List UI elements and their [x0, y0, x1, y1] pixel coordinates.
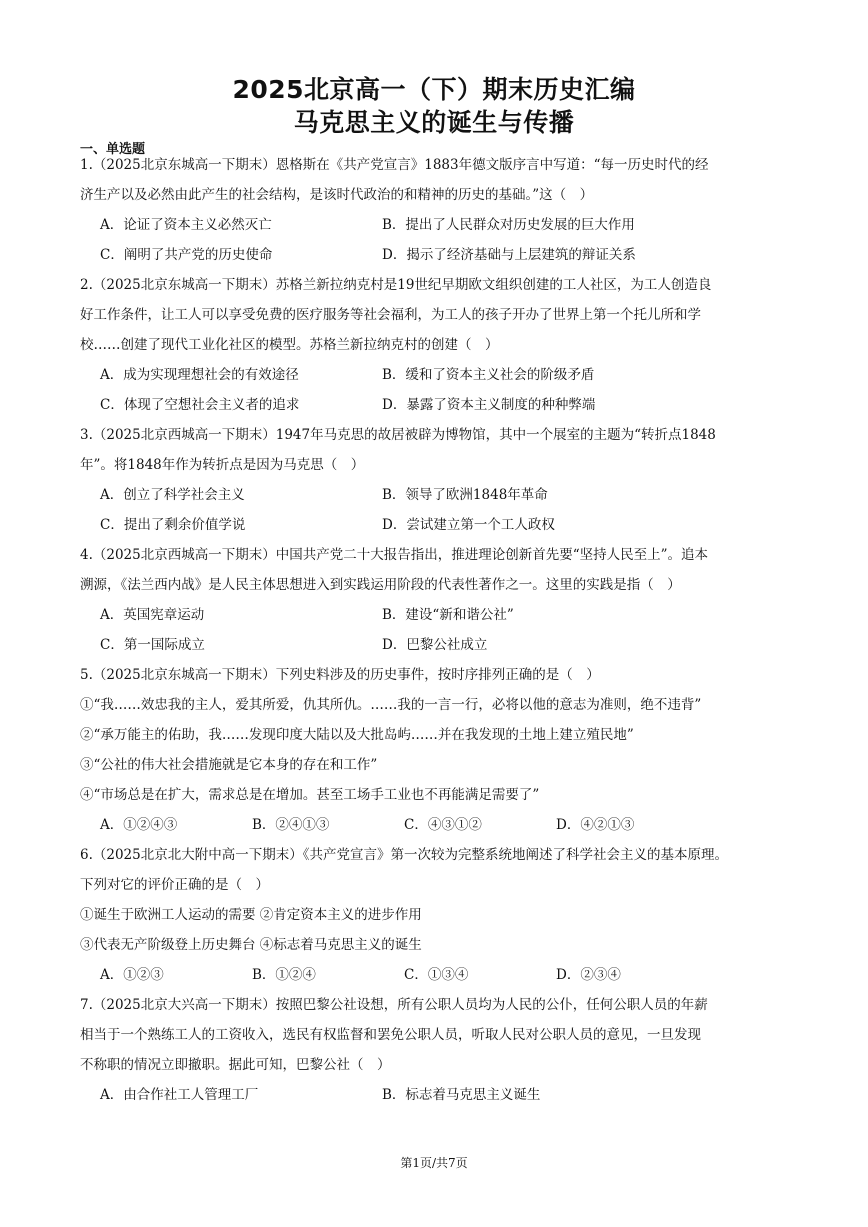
question-text-line: 4.（2025北京西城高一下期末）中国共产党二十大报告指出，推进理论创新首先要“坚持人民至上”。追本	[80, 547, 709, 563]
options-row	[80, 360, 792, 390]
option-b: B．标志着马克思主义诞生	[382, 1087, 541, 1103]
question-text-line: 校……创建了现代工业化社区的模型。苏格兰新拉纳克村的创建（ ）	[80, 337, 499, 353]
options-row	[80, 210, 792, 240]
options-row	[80, 480, 792, 510]
option-a: A．成为实现理想社会的有效途径	[100, 367, 299, 383]
question-text-line: 下列对它的评价正确的是（ ）	[80, 877, 269, 893]
document-subtitle: 马克思主义的诞生与传播	[293, 108, 575, 137]
option-b: B．提出了人民群众对历史发展的巨大作用	[382, 217, 635, 233]
options-row	[80, 390, 792, 420]
options-row	[80, 510, 792, 540]
source-quote-line: ④“市场总是在扩大，需求总是在增加。甚至工场手工业也不再能满足需要了”	[80, 787, 540, 803]
source-quote-line: ②“承万能主的佑助，我……发现印度大陆以及大批岛屿……并在我发现的土地上建立殖民地”	[80, 727, 634, 743]
question-2	[80, 270, 792, 420]
question-5	[80, 660, 792, 840]
question-6	[80, 840, 792, 990]
option-b: B．领导了欧洲1848年革命	[382, 487, 548, 503]
source-quote-line: ③“公社的伟大社会措施就是它本身的存在和工作”	[80, 757, 378, 773]
question-3	[80, 420, 792, 540]
question-text-line: 相当于一个熟练工人的工资收入，选民有权监督和罢免公职人员，听取人民对公职人员的意见，一旦发现	[80, 1027, 701, 1043]
question-text-line: 1.（2025北京东城高一下期末）恩格斯在《共产党宣言》1883年德文版序言中写道：“每一历史时代的经	[80, 157, 709, 173]
page-number-footer: 第1页/共7页	[400, 1156, 468, 1170]
option-c: C．提出了剩余价值学说	[100, 517, 246, 533]
question-text-line: 3.（2025北京西城高一下期末）1947年马克思的故居被辟为博物馆，其中一个展室的主题为“转折点1848	[80, 427, 716, 443]
statement-line: ①诞生于欧洲工人运动的需要 ②肯定资本主义的进步作用	[80, 907, 422, 923]
option-b: B．缓和了资本主义社会的阶级矛盾	[382, 367, 595, 383]
option-d: D．揭示了经济基础与上层建筑的辩证关系	[382, 247, 636, 263]
document-title: 2025北京高一（下）期末历史汇编	[232, 75, 636, 104]
option-d: D．巴黎公社成立	[382, 637, 488, 653]
options-row	[80, 600, 792, 630]
question-text-line: 不称职的情况立即撤职。据此可知，巴黎公社（ ）	[80, 1057, 391, 1073]
options-row	[80, 1080, 792, 1110]
option-a: A．创立了科学社会主义	[100, 487, 245, 503]
option-b: B．①②④	[252, 967, 316, 983]
option-a: A．论证了资本主义必然灭亡	[100, 217, 272, 233]
option-b: B．②④①③	[252, 817, 330, 833]
option-a: A．①②③	[100, 967, 164, 983]
question-7	[80, 990, 792, 1110]
statement-line: ③代表无产阶级登上历史舞台 ④标志着马克思主义的诞生	[80, 937, 422, 953]
options-row	[80, 810, 792, 840]
option-a: A．由合作社工人管理工厂	[100, 1087, 259, 1103]
option-c: C．①③④	[404, 967, 469, 983]
option-a: A．①②④③	[100, 817, 178, 833]
option-c: C．④③①②	[404, 817, 482, 833]
question-1	[80, 150, 792, 270]
option-c: C．体现了空想社会主义者的追求	[100, 397, 300, 413]
question-text-line: 年”。将1848年作为转折点是因为马克思（ ）	[80, 457, 365, 473]
option-d: D．②③④	[556, 967, 621, 983]
question-text-line: 5.（2025北京东城高一下期末）下列史料涉及的历史事件，按时序排列正确的是（ ）	[80, 667, 600, 683]
option-d: D．暴露了资本主义制度的种种弊端	[382, 397, 596, 413]
section-heading: 一、单选题	[80, 142, 146, 157]
question-text-line: 7.（2025北京大兴高一下期末）按照巴黎公社设想，所有公职人员均为人民的公仆，任何公职人员的年薪	[80, 997, 708, 1013]
question-text-line: 6.（2025北京北大附中高一下期末）《共产党宣言》第一次较为完整系统地阐述了科学社会主义的基本原理。	[80, 847, 728, 863]
option-c: C．第一国际成立	[100, 637, 205, 653]
question-4	[80, 540, 792, 660]
question-list	[80, 150, 792, 1110]
option-d: D．尝试建立第一个工人政权	[382, 517, 555, 533]
option-a: A．英国宪章运动	[100, 607, 205, 623]
question-text-line: 溯源，《法兰西内战》是人民主体思想进入到实践运用阶段的代表性著作之一。这里的实践是指（ ）	[80, 577, 681, 593]
option-c: C．阐明了共产党的历史使命	[100, 247, 273, 263]
source-quote-line: ①“我……效忠我的主人，爱其所爱，仇其所仇。……我的一言一行，必将以他的意志为准则，绝不违背”	[80, 697, 702, 713]
question-text-line: 济生产以及必然由此产生的社会结构，是该时代政治的和精神的历史的基础。”这（ ）	[80, 187, 594, 203]
question-text-line: 2.（2025北京东城高一下期末）苏格兰新拉纳克村是19世纪早期欧文组织创建的工人社区，为工人创造良	[80, 277, 712, 293]
option-b: B．建设“新和谐公社”	[382, 607, 514, 623]
options-row	[80, 240, 792, 270]
options-row	[80, 630, 792, 660]
option-d: D．④②①③	[556, 817, 635, 833]
question-text-line: 好工作条件，让工人可以享受免费的医疗服务等社会福利，为工人的孩子开办了世界上第一个托儿所和学	[80, 307, 701, 323]
options-row	[80, 960, 792, 990]
